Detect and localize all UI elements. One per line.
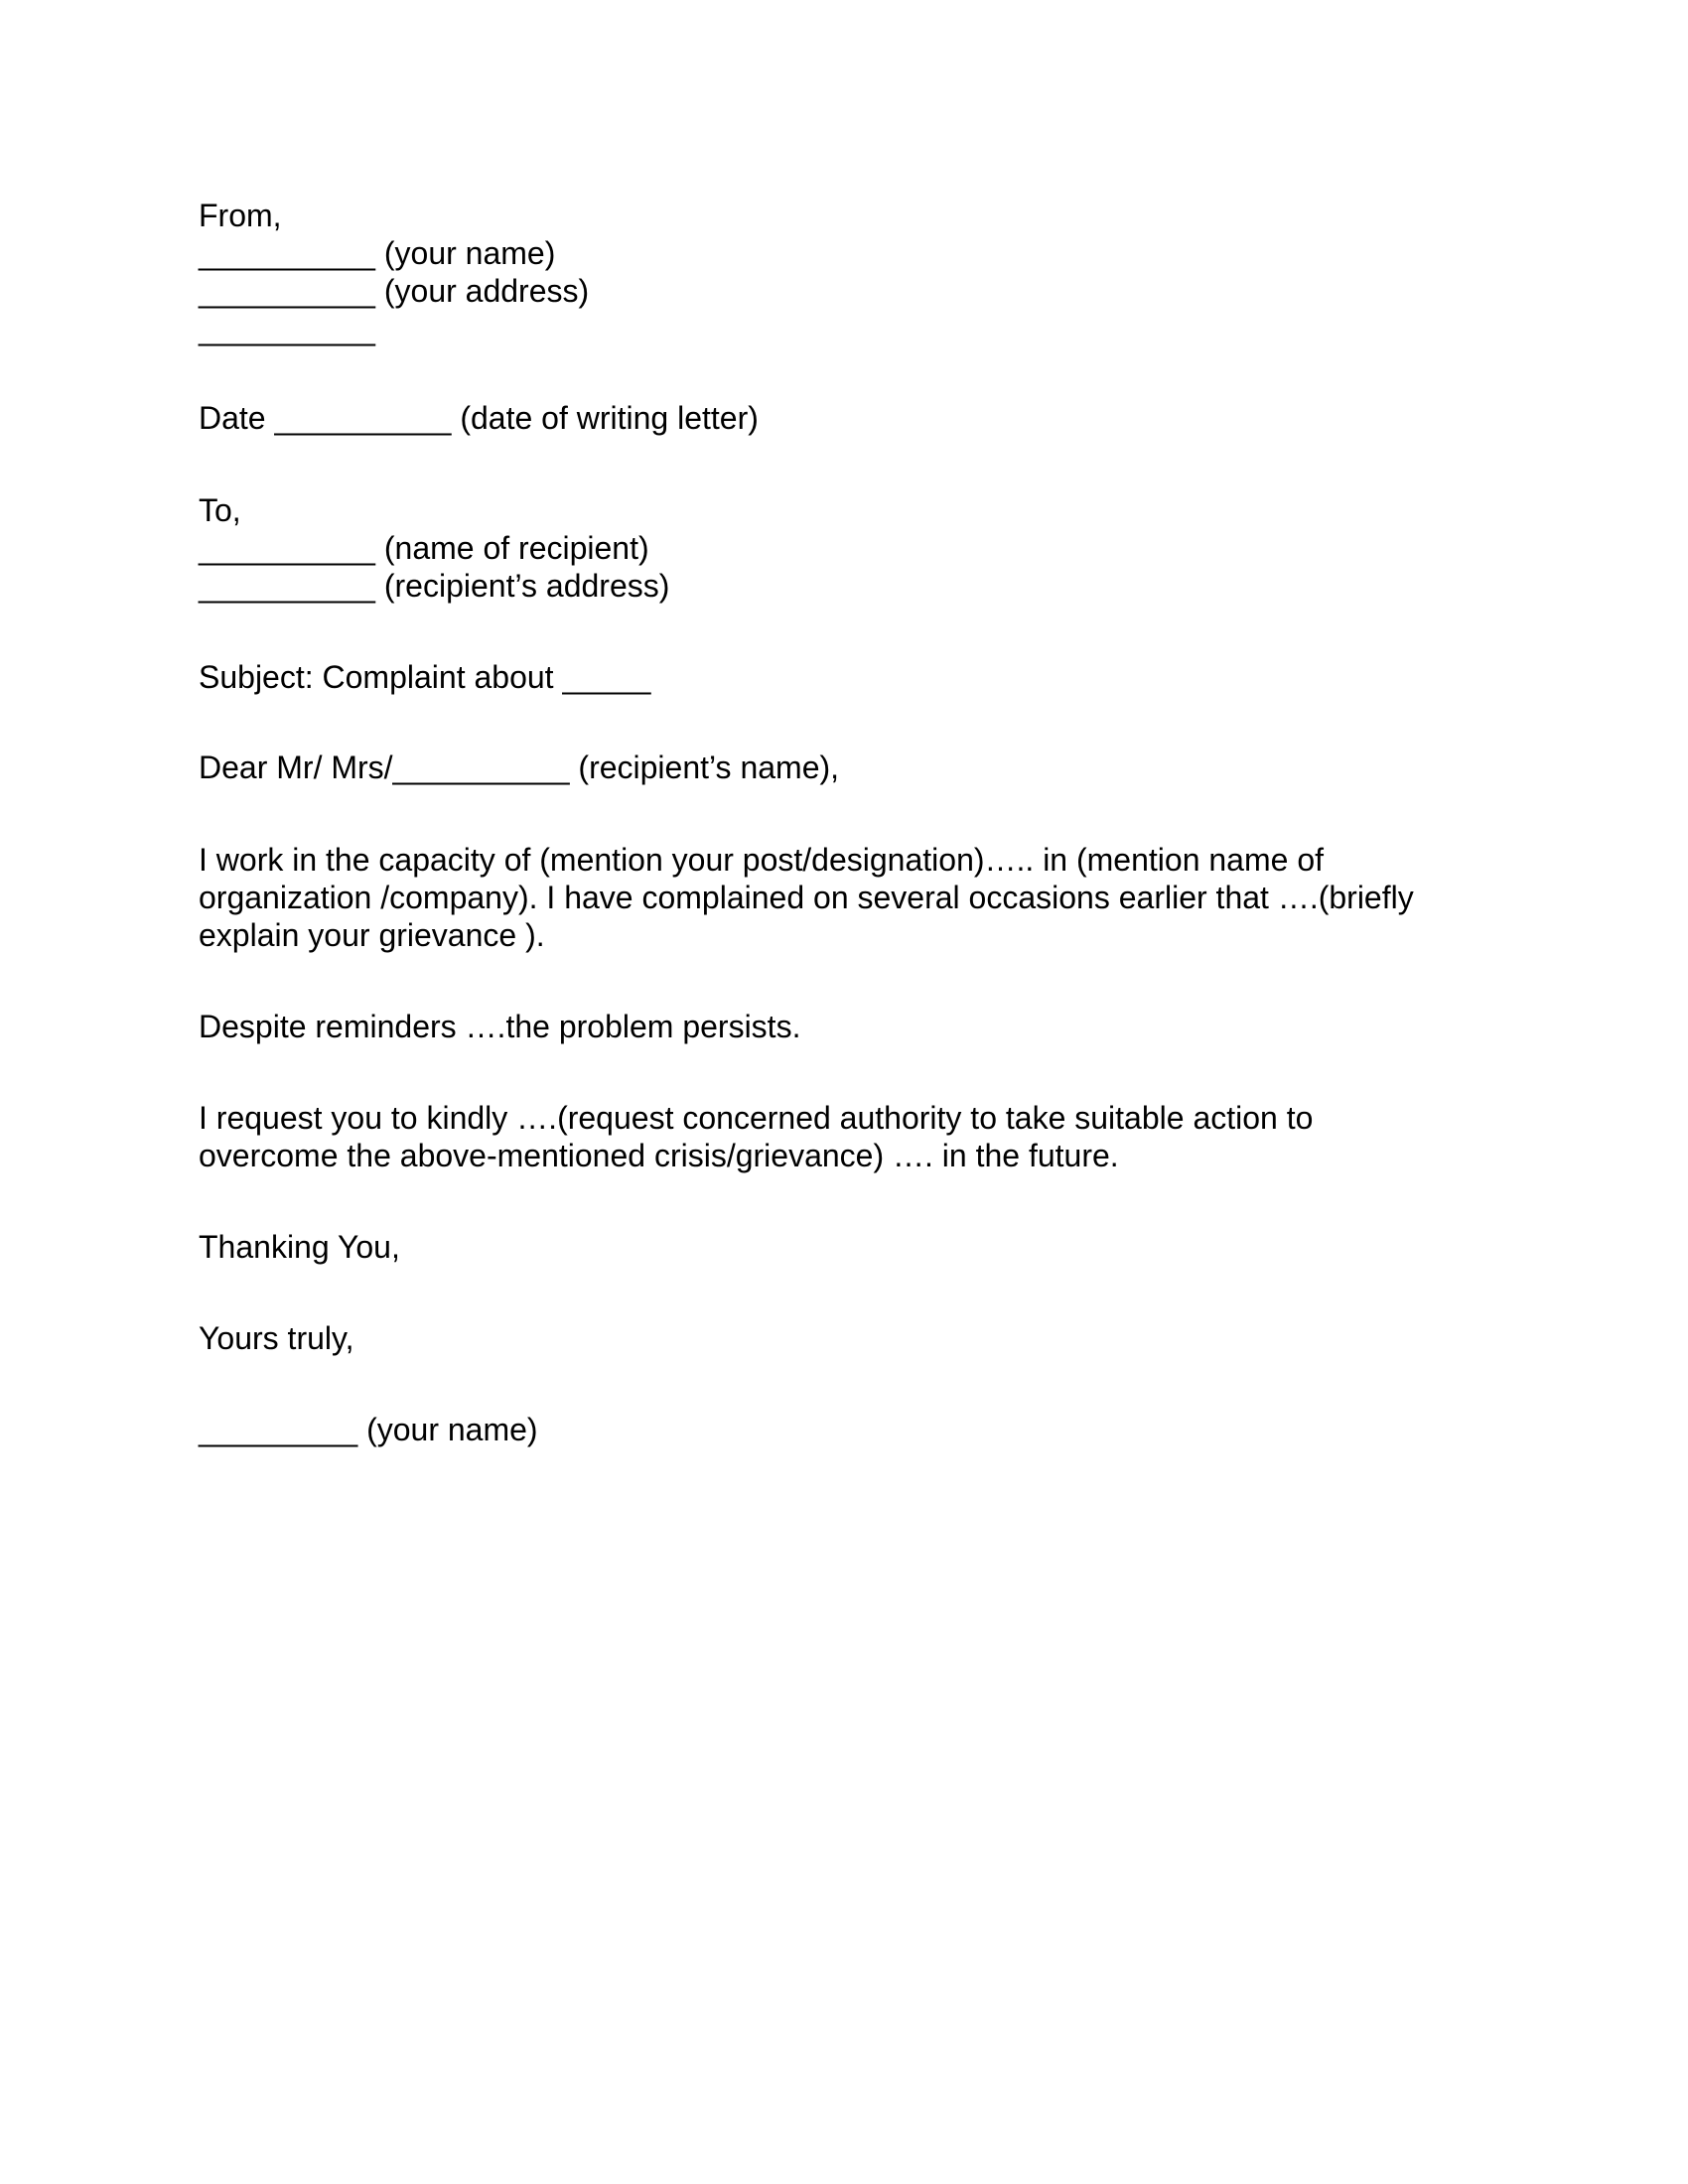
- body-paragraph-1-line-1: I work in the capacity of (mention your post/designation)….. in (mention name of: [199, 842, 1324, 878]
- sender-name-line: __________ (your name): [199, 235, 556, 271]
- date-line: Date __________ (date of writing letter): [199, 400, 759, 436]
- spacer: [199, 1266, 1489, 1319]
- body-paragraph-2: [199, 1008, 1489, 1045]
- from-heading: From,: [199, 198, 282, 233]
- sender-address-line-2: __________: [199, 311, 375, 346]
- body-paragraph-3: [199, 1099, 1489, 1174]
- body-paragraph-1: [199, 841, 1489, 954]
- spacer: [199, 1357, 1489, 1411]
- spacer: [199, 696, 1489, 749]
- signoff-line: Yours truly,: [199, 1320, 354, 1356]
- spacer: [199, 1045, 1489, 1099]
- spacer: [199, 1174, 1489, 1228]
- salutation: Dear Mr/ Mrs/__________ (recipient’s name),: [199, 750, 840, 785]
- recipient-block: [199, 491, 1489, 605]
- spacer: [199, 605, 1489, 658]
- spacer: [199, 786, 1489, 841]
- thanks-line: Thanking You,: [199, 1229, 400, 1265]
- spacer: [199, 347, 1489, 399]
- body-paragraph-3-line-1: I request you to kindly ….(request concerned authority to take suitable action to: [199, 1100, 1314, 1136]
- spacer: [199, 954, 1489, 1008]
- recipient-name-line: __________ (name of recipient): [199, 530, 649, 566]
- sender-address-line: __________ (your address): [199, 273, 590, 309]
- body-paragraph-1-line-3: explain your grievance ).: [199, 917, 545, 953]
- signature-line: _________ (your name): [199, 1412, 538, 1447]
- complaint-letter-template: [199, 197, 1489, 1448]
- to-heading: To,: [199, 492, 241, 528]
- sender-block: [199, 197, 1489, 347]
- body-paragraph-1-line-2: organization /company). I have complained on several occasions earlier that ….(briefly: [199, 880, 1414, 915]
- spacer: [199, 437, 1489, 491]
- body-paragraph-3-line-2: overcome the above-mentioned crisis/grievance) …. in the future.: [199, 1138, 1119, 1173]
- recipient-address-line: __________ (recipient’s address): [199, 568, 670, 604]
- subject-line: Subject: Complaint about _____: [199, 659, 651, 695]
- body-paragraph-2-line-1: Despite reminders ….the problem persists.: [199, 1009, 801, 1044]
